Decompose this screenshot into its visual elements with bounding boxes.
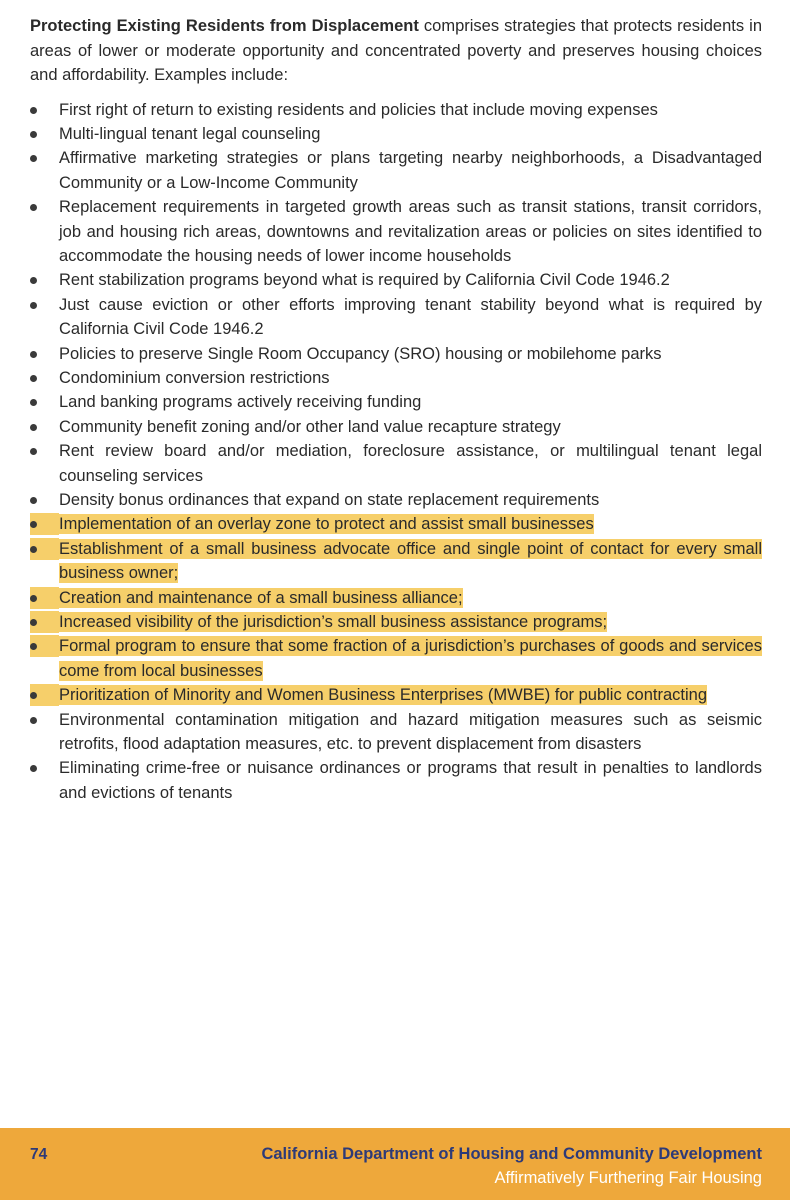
- bullet-dot-icon: [30, 415, 59, 439]
- list-item: [30, 537, 762, 586]
- bullet-dot-icon: [30, 756, 59, 780]
- list-item-text: Rent review board and/or mediation, foreclosure assistance, or multilingual tenant legal counseling services: [59, 442, 762, 485]
- list-item: [30, 146, 762, 195]
- list-item-text: Prioritization of Minority and Women Business Enterprises (MWBE) for public contracting: [59, 686, 708, 705]
- list-item-text: Increased visibility of the jurisdiction’s small business assistance programs;: [59, 613, 608, 632]
- footer-subtitle: Affirmatively Furthering Fair Housing: [494, 1169, 762, 1187]
- bullet-dot-icon: [30, 366, 59, 390]
- list-item: [30, 342, 762, 366]
- list-item: [30, 268, 762, 292]
- bullet-dot-icon: [30, 439, 59, 463]
- page-footer: [0, 1128, 790, 1200]
- list-item-text: Condominium conversion restrictions: [59, 368, 330, 387]
- bullet-dot-icon: [30, 98, 59, 122]
- footer-department: California Department of Housing and Community Development: [261, 1145, 762, 1163]
- list-item: [30, 195, 762, 268]
- list-item-text: Community benefit zoning and/or other land value recapture strategy: [59, 417, 561, 436]
- list-item: [30, 708, 762, 757]
- list-item-text: Land banking programs actively receiving funding: [59, 393, 422, 412]
- list-item-text: Affirmative marketing strategies or plans targeting nearby neighborhoods, a Disadvantaged Community or a Low-Income Community: [59, 149, 762, 192]
- list-item: [30, 488, 762, 512]
- list-item: [30, 634, 762, 683]
- list-item: [30, 756, 762, 805]
- list-item: [30, 415, 762, 439]
- list-item: [30, 586, 762, 610]
- strategy-bullet-list: [30, 98, 762, 806]
- list-item-text: First right of return to existing residents and policies that include moving expenses: [59, 100, 658, 119]
- list-item: [30, 439, 762, 488]
- list-item: [30, 683, 762, 707]
- bullet-dot-icon: [30, 635, 59, 657]
- list-item-text: Establishment of a small business advocate office and single point of contact for every small business owner;: [59, 539, 762, 583]
- list-item-text: Creation and maintenance of a small business alliance;: [59, 588, 463, 607]
- bullet-dot-icon: [30, 538, 59, 560]
- list-item-text: Multi-lingual tenant legal counseling: [59, 124, 321, 143]
- page-number: 74: [30, 1146, 48, 1163]
- bullet-dot-icon: [30, 146, 59, 170]
- list-item-text: Implementation of an overlay zone to protect and assist small businesses: [59, 515, 594, 534]
- bullet-dot-icon: [30, 122, 59, 146]
- page-content: [30, 14, 762, 805]
- list-item-text: Just cause eviction or other efforts improving tenant stability beyond what is required by California Civil Code 1946.2: [59, 295, 762, 339]
- bullet-dot-icon: [30, 684, 59, 706]
- bullet-dot-icon: [30, 513, 59, 535]
- intro-text: comprises strategies that protects residents in areas of lower or moderate opportunity and concentrated poverty and preserves housing choices and affordability. Examples include:: [30, 17, 762, 84]
- list-item-text: Eliminating crime-free or nuisance ordinances or programs that result in penalties to landlords and evictions of tenants: [59, 759, 762, 802]
- bullet-dot-icon: [30, 587, 59, 609]
- list-item: [30, 390, 762, 414]
- bullet-dot-icon: [30, 390, 59, 414]
- bullet-dot-icon: [30, 195, 59, 219]
- bullet-dot-icon: [30, 342, 59, 366]
- bullet-dot-icon: [30, 488, 59, 512]
- list-item-text: Rent stabilization programs beyond what is required by California Civil Code 1946.2: [59, 271, 670, 290]
- list-item: [30, 512, 762, 536]
- list-item-text: Policies to preserve Single Room Occupancy (SRO) housing or mobilehome parks: [59, 344, 662, 363]
- bullet-dot-icon: [30, 268, 59, 292]
- bullet-dot-icon: [30, 611, 59, 633]
- list-item: [30, 610, 762, 634]
- list-item-text: Density bonus ordinances that expand on state replacement requirements: [59, 491, 600, 509]
- list-item-text: Environmental contamination mitigation and hazard mitigation measures such as seismic retrofits, flood adaptation measures, etc. to prevent displacement from disasters: [59, 710, 762, 754]
- list-item: [30, 98, 762, 122]
- list-item: [30, 293, 762, 342]
- intro-lead: Protecting Existing Residents from Displacement: [30, 17, 419, 35]
- list-item: [30, 122, 762, 146]
- intro-paragraph: [30, 14, 762, 88]
- list-item-text: Formal program to ensure that some fraction of a jurisdiction’s purchases of goods and services come from local businesses: [59, 637, 762, 680]
- list-item: [30, 366, 762, 390]
- bullet-dot-icon: [30, 708, 59, 732]
- list-item-text: Replacement requirements in targeted growth areas such as transit stations, transit corridors, job and housing rich areas, downtowns and revitalization areas or policies on sites identified to accommodate the housing needs of lower income households: [59, 198, 762, 265]
- bullet-dot-icon: [30, 293, 59, 317]
